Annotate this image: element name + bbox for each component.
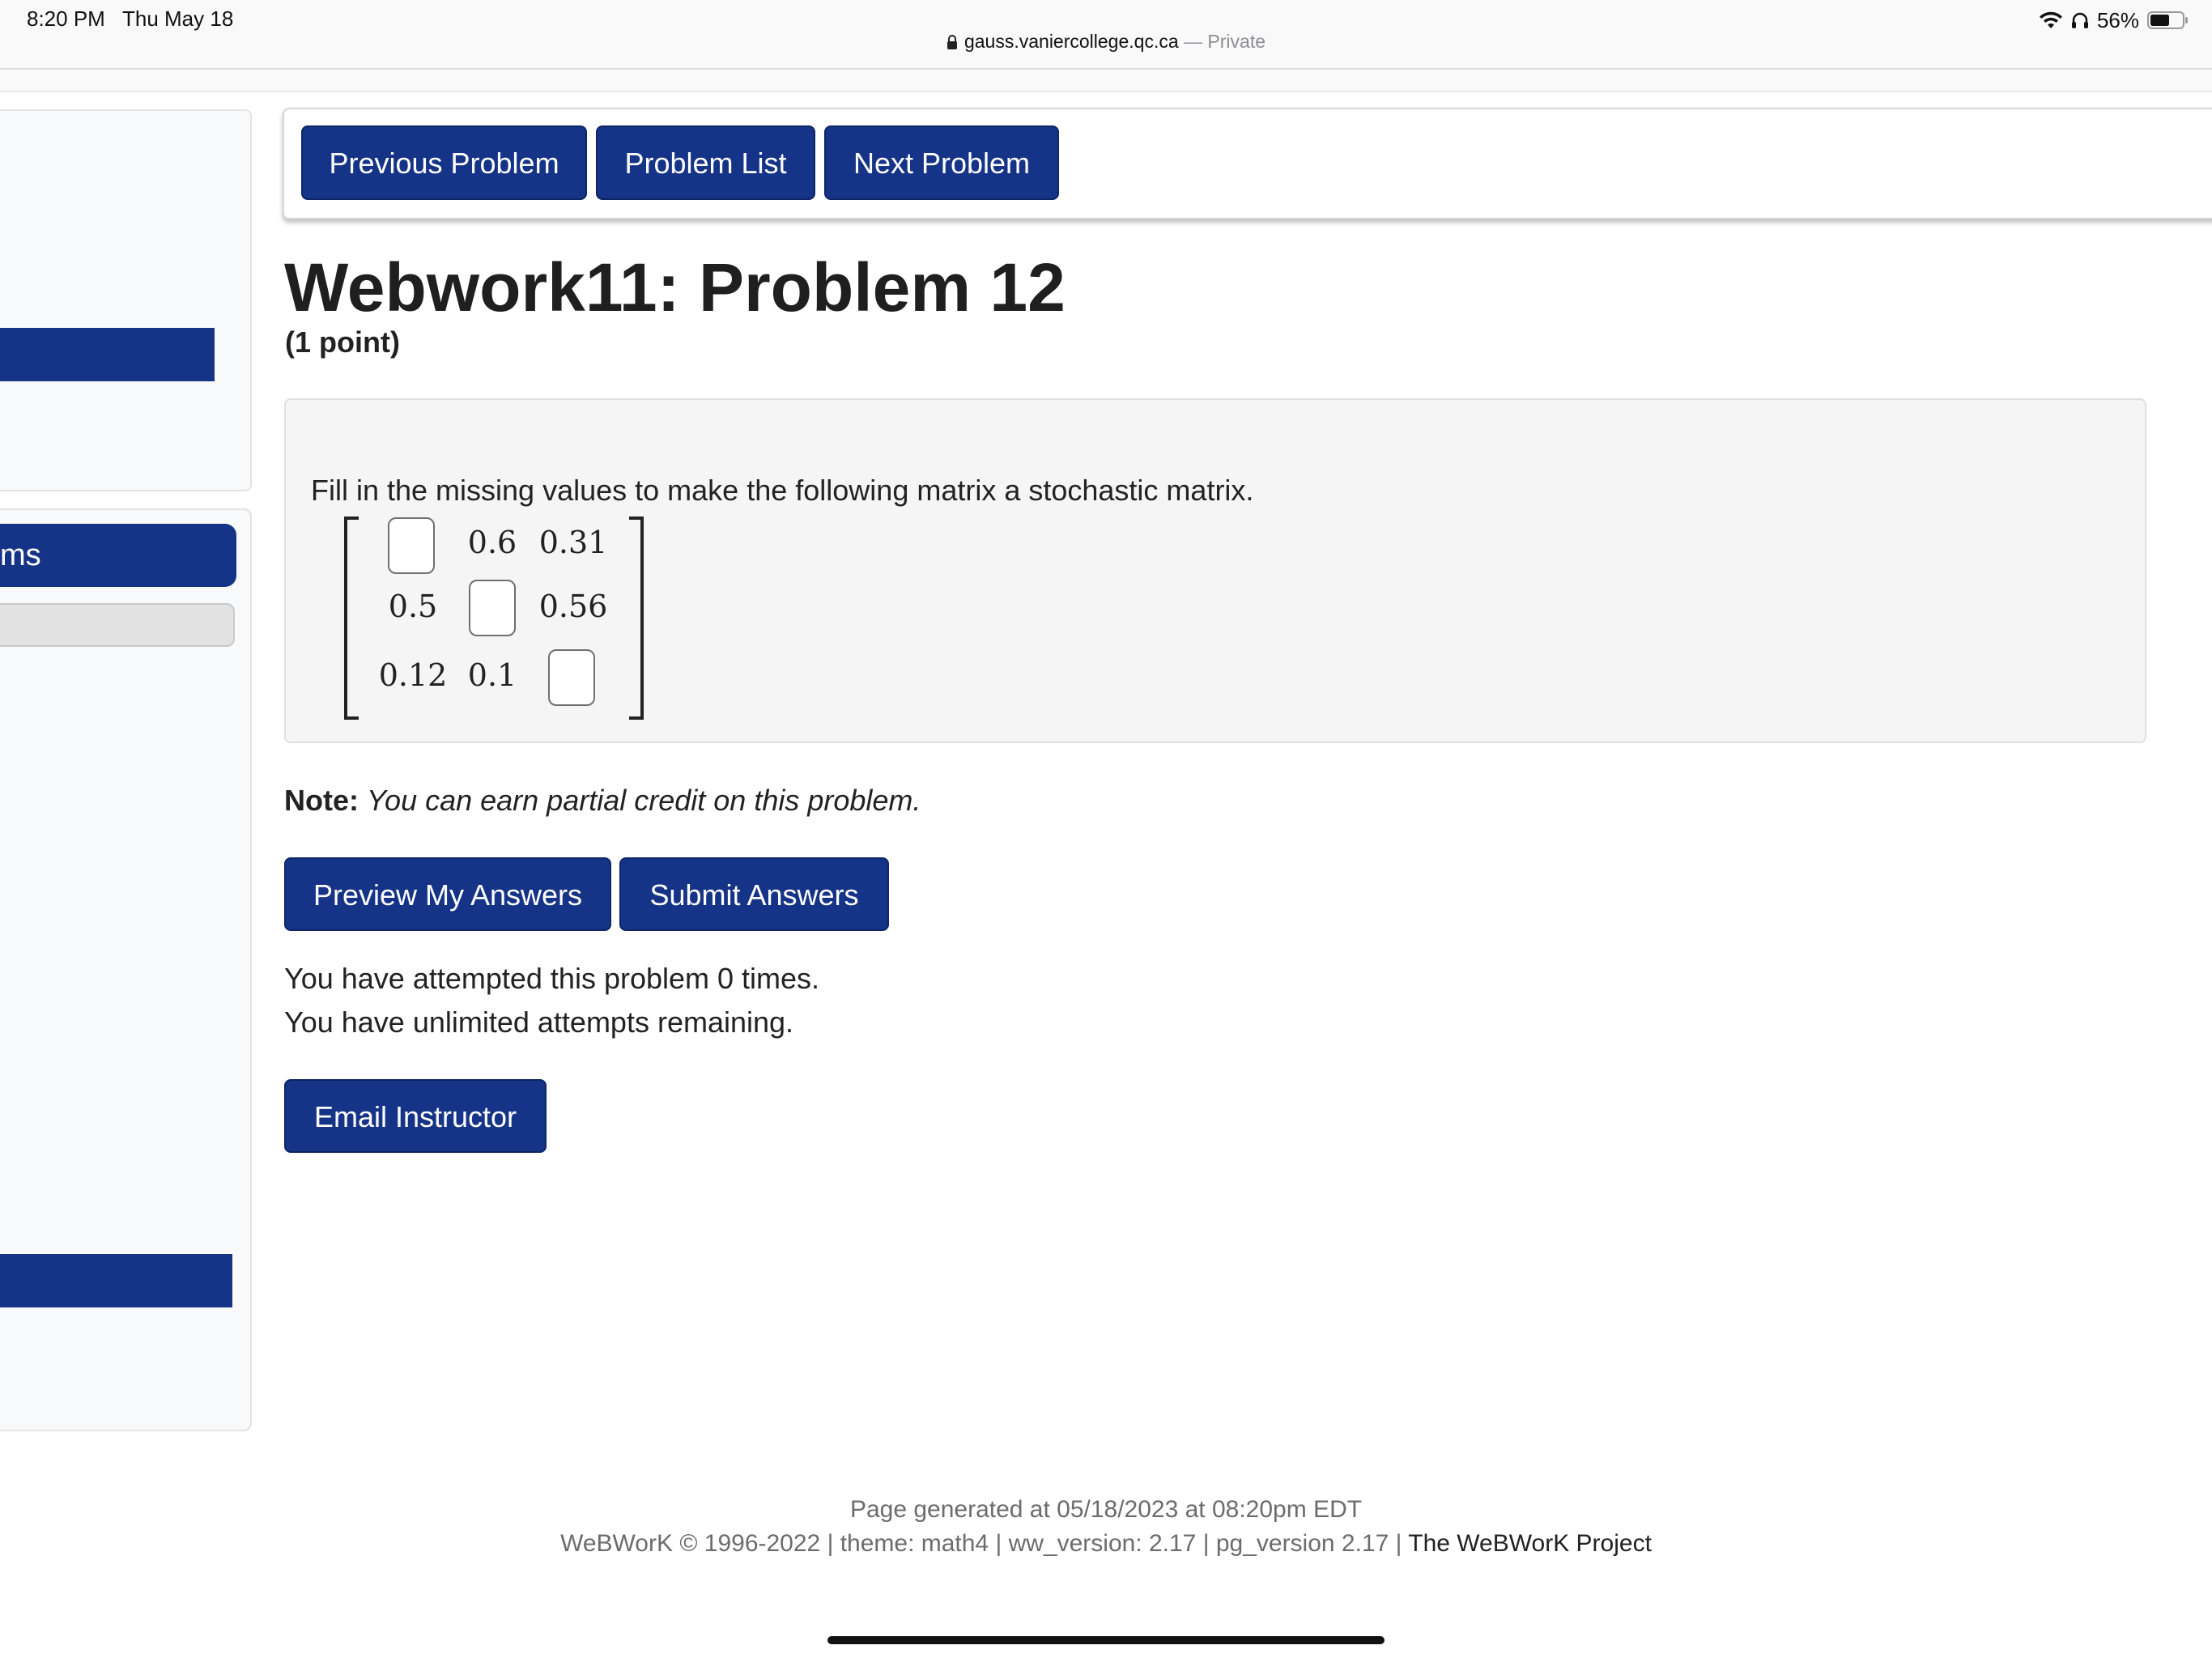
matrix-left-bracket: [344, 517, 359, 720]
webwork-project-link[interactable]: The WeBWorK Project: [1408, 1530, 1652, 1557]
private-label: Private: [1207, 31, 1266, 52]
preview-answers-button[interactable]: Preview My Answers: [284, 857, 611, 931]
matrix-cell-r2c3: 0.56: [538, 589, 608, 624]
status-indicators: [2039, 6, 2189, 34]
note-label: Note:: [284, 784, 359, 817]
status-date: Thu May 18: [122, 6, 234, 31]
wifi-icon: [2039, 11, 2063, 30]
address-bar[interactable]: [0, 31, 2212, 58]
address-domain: gauss.vaniercollege.qc.ca: [963, 31, 1179, 52]
email-instructor-button[interactable]: Email Instructor: [284, 1079, 547, 1153]
matrix-cell-r1c2: 0.6: [467, 525, 517, 560]
home-indicator[interactable]: [827, 1636, 1385, 1644]
answer-input-r1c1[interactable]: [388, 517, 435, 574]
problem-prompt: Fill in the missing values to make the following matrix a stochastic matrix.: [311, 474, 1254, 507]
headphones-icon: [2071, 11, 2089, 30]
sidebar-search-input[interactable]: [0, 603, 235, 647]
lock-icon: [946, 35, 958, 49]
matrix-cell-r1c3: 0.31: [538, 525, 608, 560]
answer-input-r3c3[interactable]: [548, 649, 595, 706]
matrix-cell-r3c1: 0.12: [378, 657, 448, 693]
battery-icon: [2147, 11, 2189, 30]
next-problem-button[interactable]: Next Problem: [824, 125, 1059, 200]
answer-input-r2c2[interactable]: [469, 580, 516, 636]
previous-problem-button[interactable]: Previous Problem: [301, 125, 587, 200]
sidebar-panel-top: [0, 109, 252, 491]
attempts-count-text: You have attempted this problem 0 times.: [284, 962, 820, 995]
problem-points: (1 point): [285, 325, 400, 359]
sidebar-problems-label: ms: [0, 538, 41, 572]
sidebar-problems-header[interactable]: [0, 524, 236, 587]
footer-version-info: WeBWorK © 1996-2022 | theme: math4 | ww_version: 2.17 | pg_version 2.17 |: [560, 1530, 1409, 1557]
submit-answers-button[interactable]: Submit Answers: [619, 857, 889, 931]
attempts-remaining-text: You have unlimited attempts remaining.: [284, 1005, 794, 1039]
footer-info: [0, 1530, 2212, 1558]
sidebar-item-active[interactable]: [0, 328, 215, 381]
status-bar: [0, 0, 2212, 70]
matrix-right-bracket: [629, 517, 644, 720]
sidebar-item-bottom[interactable]: [0, 1254, 232, 1307]
toolbar-divider: [0, 70, 2212, 92]
note-text: You can earn partial credit on this problem.: [367, 784, 921, 817]
footer-generated: Page generated at 05/18/2023 at 08:20pm EDT: [849, 1496, 1363, 1523]
address-separator: —: [1178, 31, 1208, 52]
status-time: 8:20 PM: [27, 6, 105, 31]
page-title: Webwork11: Problem 12: [284, 249, 1066, 325]
matrix-cell-r3c2: 0.1: [467, 657, 517, 693]
partial-credit-note: [284, 784, 921, 818]
problem-list-button[interactable]: Problem List: [596, 125, 815, 200]
battery-percent: 56%: [2096, 7, 2139, 32]
matrix-cell-r2c1: 0.5: [388, 589, 438, 624]
